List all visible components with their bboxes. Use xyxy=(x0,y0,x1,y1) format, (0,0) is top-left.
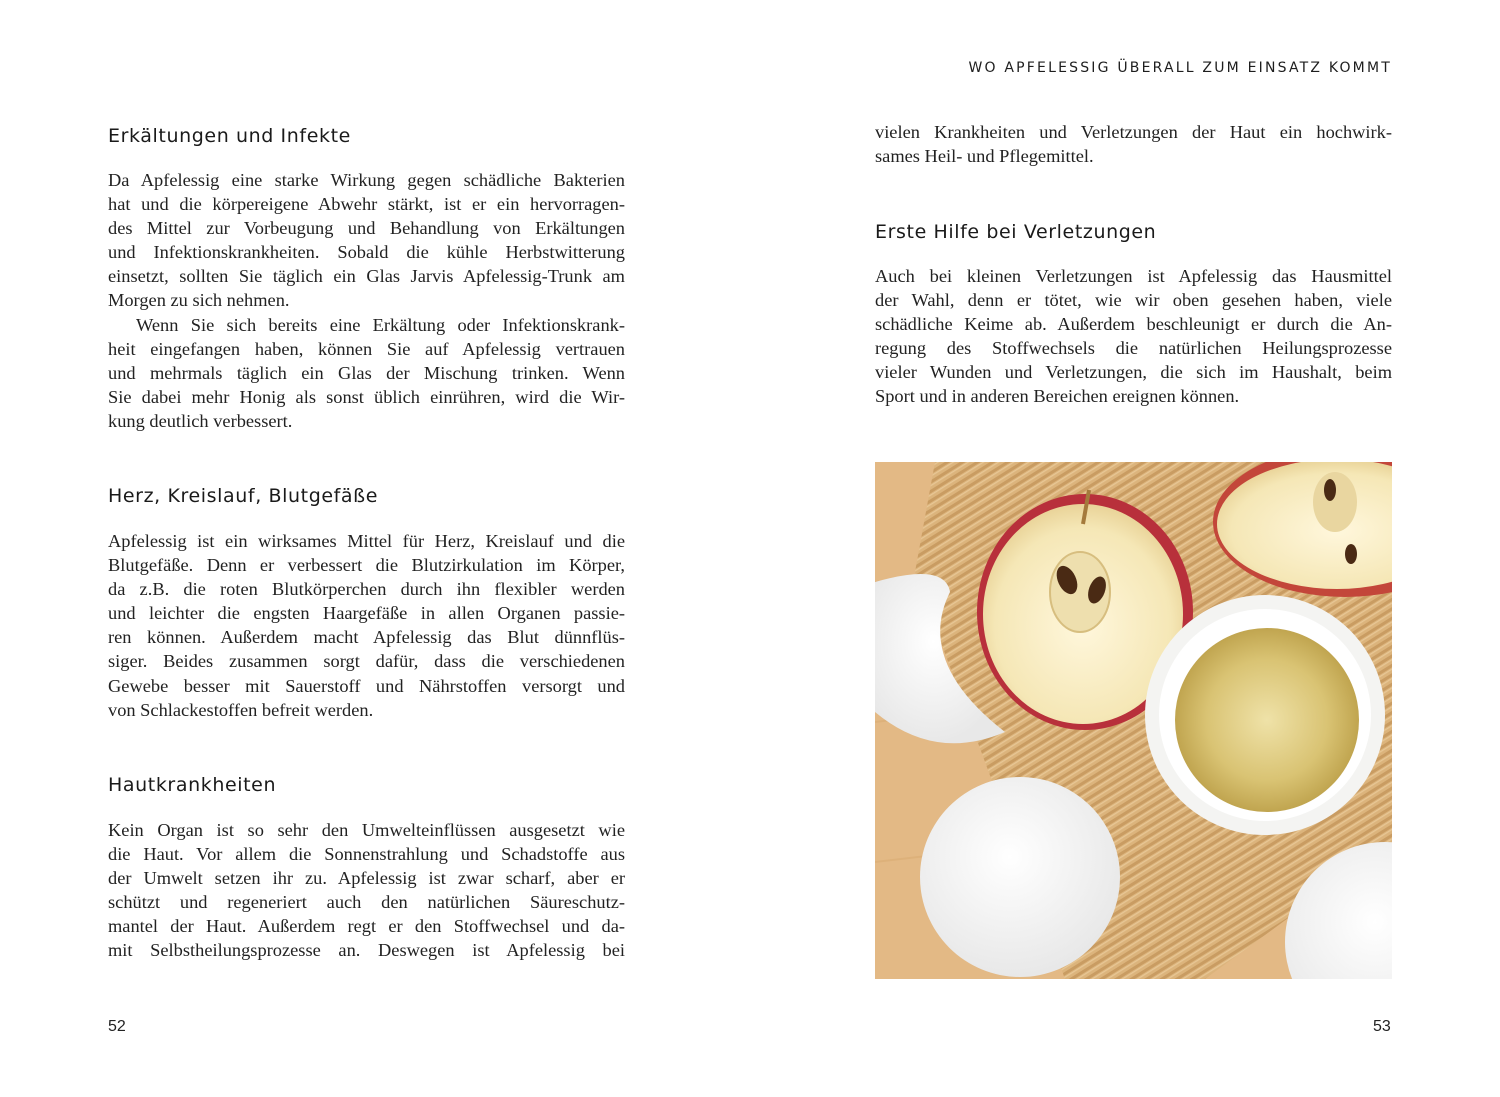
text-line: Gewebe besser mit Sauerstoff und Nährstoffen versorgt und xyxy=(108,675,625,696)
text-line: Apfelessig ist ein wirksames Mittel für Herz, Kreislauf und die xyxy=(108,531,625,551)
text-line: siger. Beides zusammen sorgt dafür, dass die verschiedenen xyxy=(108,651,625,672)
paragraph-hautkrankheiten xyxy=(108,818,625,963)
page-number: 53 xyxy=(1373,1018,1391,1035)
text-line: schützt und regeneriert auch den natürlichen Säureschutz- xyxy=(108,892,625,913)
text-line: mantel der Haut. Außerdem regt er den Stoffwechsel und da- xyxy=(108,916,625,937)
text-line: mit Selbstheilungsprozesse an. Deswegen ist Apfelessig bei xyxy=(108,940,625,961)
text-line: da z.B. die roten Blutkörperchen durch ihn flexibler werden xyxy=(108,579,625,600)
page-number: 52 xyxy=(108,1018,126,1035)
text-line: der Umwelt setzen ihr zu. Apfelessig ist zwar scharf, aber er xyxy=(108,868,625,889)
text-line: ren können. Außerdem macht Apfelessig das Blut dünnflüs- xyxy=(108,627,625,648)
text-line: und Infektionskrankheiten. Sobald die kühle Herbstwitterung xyxy=(108,242,625,263)
text-line: vielen Krankheiten und Verletzungen der Haut ein hochwirk- xyxy=(875,122,1392,142)
heading-hautkrankheiten: Hautkrankheiten xyxy=(108,774,277,796)
text-line: Auch bei kleinen Verletzungen ist Apfelessig das Hausmittel xyxy=(875,266,1392,286)
text-line: Kein Organ ist so sehr den Umwelteinflüssen ausgesetzt wie xyxy=(108,820,625,840)
paragraph-herz-kreislauf xyxy=(108,529,625,722)
paragraph-erkaeltungen xyxy=(108,168,625,433)
text-line: regung des Stoffwechsels die natürlichen Heilungsprozesse xyxy=(875,338,1392,359)
text-line: die Haut. Vor allem die Sonnenstrahlung und Schadstoffe aus xyxy=(108,844,625,865)
running-head: WO APFELESSIG ÜBERALL ZUM EINSATZ KOMMT xyxy=(968,60,1392,76)
text-line: Blutgefäße. Denn er verbessert die Blutzirkulation im Körper, xyxy=(108,555,625,576)
text-line: schädliche Keime ab. Außerdem beschleunigt er durch die An- xyxy=(875,314,1392,335)
text-line: und mehrmals täglich ein Glas der Mischung trinken. Wenn xyxy=(108,362,625,383)
text-line: und leichter die engsten Haargefäße in allen Organen passie- xyxy=(108,603,625,624)
paragraph-erste-hilfe xyxy=(875,264,1392,409)
text-line: vieler Wunden und Verletzungen, die sich im Haushalt, beim xyxy=(875,362,1392,383)
heading-erkaeltungen: Erkältungen und Infekte xyxy=(108,125,351,147)
heading-herz-kreislauf: Herz, Kreislauf, Blutgefäße xyxy=(108,485,379,507)
text-line: Morgen zu sich nehmen. xyxy=(108,290,290,311)
text-line: Sie dabei mehr Honig als sonst üblich einrühren, wird die Wir- xyxy=(108,386,625,407)
text-line: Wenn Sie sich bereits eine Erkältung oder Infektionskrank- xyxy=(136,314,625,335)
right-page xyxy=(750,0,1500,1097)
text-line: heit eingefangen haben, können Sie auf Apfelessig vertrauen xyxy=(108,338,625,359)
text-line: sames Heil- und Pflegemittel. xyxy=(875,146,1094,167)
text-line: einsetzt, sollten Sie täglich ein Glas Jarvis Apfelessig-Trunk am xyxy=(108,266,625,287)
paragraph-continuation xyxy=(875,120,1392,168)
text-line: von Schlackestoffen befreit werden. xyxy=(108,699,374,720)
text-line: hat und die körpereigene Abwehr stärkt, ist er ein hervorragen- xyxy=(108,194,625,215)
text-line: des Mittel zur Vorbeugung und Behandlung von Erkältungen xyxy=(108,218,625,239)
text-line: der Wahl, denn er tötet, wie wir oben gesehen haben, viele xyxy=(875,290,1392,311)
heading-erste-hilfe: Erste Hilfe bei Verletzungen xyxy=(875,221,1157,243)
text-line: Da Apfelessig eine starke Wirkung gegen schädliche Bakterien xyxy=(108,170,625,190)
text-line: kung deutlich verbessert. xyxy=(108,410,293,431)
apple-vinegar-photo xyxy=(875,462,1392,979)
text-line: Sport und in anderen Bereichen ereignen können. xyxy=(875,386,1240,407)
